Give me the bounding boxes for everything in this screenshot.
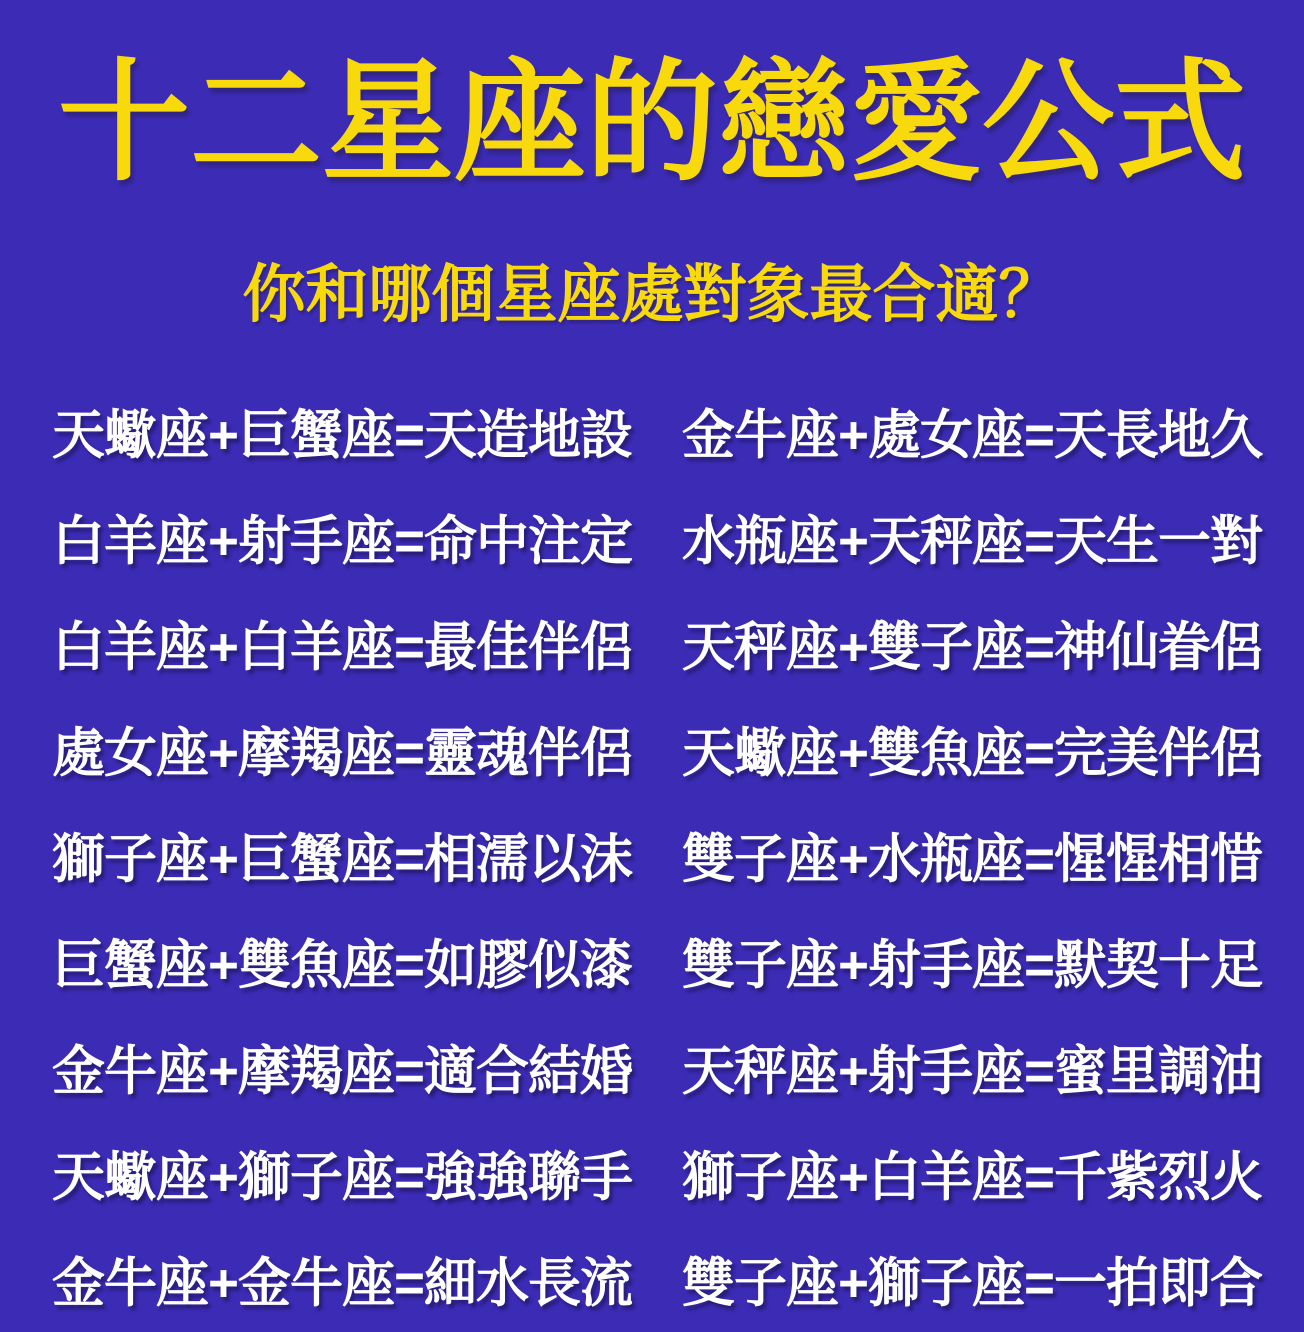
pairing-row: 白羊座+射手座=命中注定 — [52, 512, 632, 571]
poster-subtitle: 你和哪個星座處對象最合適？ — [242, 260, 1062, 330]
pairing-row: 水瓶座+天秤座=天生一對 — [682, 512, 1262, 571]
pairing-row: 天蠍座+獅子座=強強聯手 — [52, 1148, 632, 1207]
poster-title: 十二星座的戀愛公式 — [58, 49, 1246, 196]
pairing-row: 獅子座+白羊座=千紫烈火 — [682, 1148, 1262, 1207]
pairing-row: 金牛座+金牛座=細水長流 — [52, 1254, 632, 1313]
pairing-row: 雙子座+獅子座=一拍即合 — [682, 1254, 1262, 1313]
pairing-row: 天秤座+射手座=蜜里調油 — [682, 1042, 1262, 1101]
pairing-row: 處女座+摩羯座=靈魂伴侶 — [52, 724, 632, 783]
pairing-row: 巨蟹座+雙魚座=如膠似漆 — [52, 936, 632, 995]
pairing-row: 雙子座+射手座=默契十足 — [682, 936, 1262, 995]
pairing-row: 雙子座+水瓶座=惺惺相惜 — [682, 830, 1262, 889]
pairing-row: 獅子座+巨蟹座=相濡以沫 — [52, 830, 632, 889]
pairing-row: 天蠍座+雙魚座=完美伴侶 — [682, 724, 1262, 783]
pairing-row: 金牛座+處女座=天長地久 — [682, 406, 1262, 465]
pairing-row: 白羊座+白羊座=最佳伴侶 — [52, 618, 632, 677]
pairing-row: 天蠍座+巨蟹座=天造地設 — [52, 406, 632, 465]
pairing-row: 天秤座+雙子座=神仙眷侶 — [682, 618, 1262, 677]
pairing-row: 金牛座+摩羯座=適合結婚 — [52, 1042, 632, 1101]
pairings-grid — [50, 378, 1264, 1332]
